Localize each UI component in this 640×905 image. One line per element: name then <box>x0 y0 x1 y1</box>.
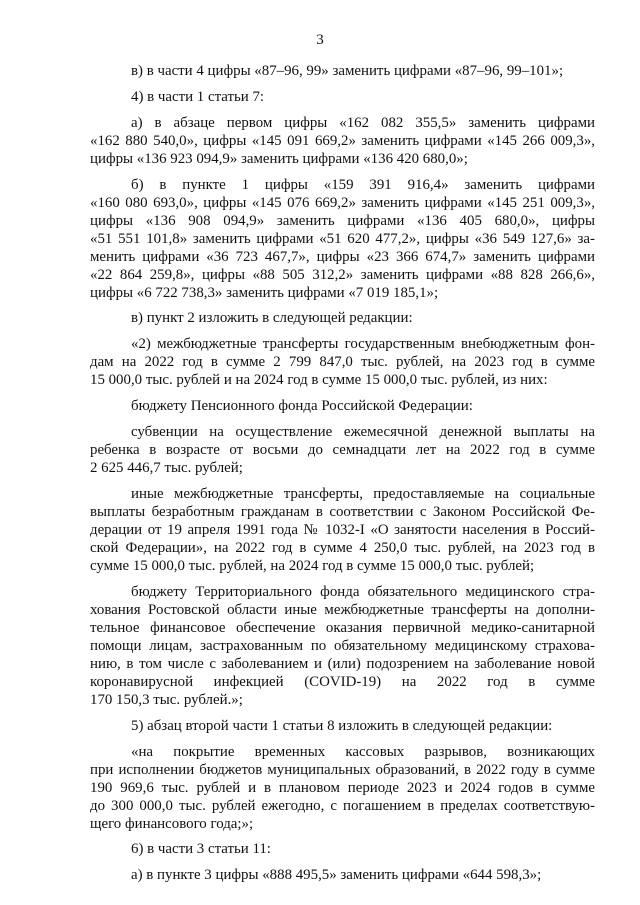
text-line: тельное финансовое обеспечение оказания первичной медико-санитарной <box>90 620 595 636</box>
text-line: дерации от 19 апреля 1991 года № 1032-I «О занятости населения в Россий- <box>90 522 595 538</box>
text-line: цифры «136 923 094,9» заменить цифрами «136 420 680,0»; <box>90 151 468 167</box>
text-line: «2) межбюджетные трансферты государственным внебюджетным фон- <box>131 336 595 352</box>
text-line: помощи лицам, застрахованным по обязательному медицинскому страхова- <box>90 638 595 654</box>
text-line: «22 864 259,8», цифры «88 505 312,2» заменить цифрами «88 828 266,6», <box>90 267 595 283</box>
text-line: 6) в части 3 статьи 11: <box>131 841 271 857</box>
text-line: ской Федерации», на 2022 год в сумме 4 250,0 тыс. рублей, на 2023 год в <box>90 540 595 556</box>
text-line: «на покрытие временных кассовых разрывов, возникающих <box>131 744 595 760</box>
text-line: в) в части 4 цифры «87–96, 99» заменить цифрами «87–96, 99–101»; <box>131 63 564 79</box>
text-line: «162 880 540,0», цифры «145 091 669,2» заменить цифрами «145 266 009,3», <box>90 133 595 149</box>
text-line: нию, в том числе с заболеванием и (или) подозрением на заболевание новой <box>90 656 595 672</box>
text-line: а) в пункте 3 цифры «888 495,5» заменить цифрами «644 598,3»; <box>131 867 542 883</box>
text-line: выплаты безработным гражданам в соответствии с Законом Российской Фе- <box>90 504 595 520</box>
text-line: в) пункт 2 изложить в следующей редакции: <box>131 310 413 326</box>
text-line: дам на 2022 год в сумме 2 799 847,0 тыс. рублей, на 2023 год в сумме <box>90 354 595 370</box>
text-line: 2 625 446,7 тыс. рублей; <box>90 460 243 476</box>
page-number: 3 <box>316 32 324 48</box>
text-line: «160 080 693,0», цифры «145 076 669,2» заменить цифрами «145 251 009,3», <box>90 195 595 211</box>
text-line: 4) в части 1 статьи 7: <box>131 89 265 105</box>
text-line: коронавирусной инфекцией (COVID-19) на 2022 год в сумме <box>90 674 595 690</box>
text-line: цифры «136 908 094,9» заменить цифрами «136 405 680,0», цифры <box>90 213 595 229</box>
text-line: иные межбюджетные трансферты, предоставляемые на социальные <box>131 486 595 502</box>
text-line: бюджету Пенсионного фонда Российской Федерации: <box>131 398 473 414</box>
text-line: до 300 000,0 тыс. рублей ежегодно, с погашением в пределах соответствую- <box>90 798 595 814</box>
text-line: сумме 15 000,0 тыс. рублей, на 2024 год в сумме 15 000,0 тыс. рублей; <box>90 558 535 574</box>
text-line: б) в пункте 1 цифры «159 391 916,4» заменить цифрами <box>131 177 595 193</box>
text-line: «51 551 101,8» заменить цифрами «51 620 477,2», цифры «36 549 127,6» за- <box>90 231 595 247</box>
text-line: субвенции на осуществление ежемесячной денежной выплаты на <box>131 424 595 440</box>
text-line: бюджету Территориального фонда обязательного медицинского стра- <box>131 584 595 600</box>
text-line: 15 000,0 тыс. рублей и на 2024 год в сумме 15 000,0 тыс. рублей, из них: <box>90 372 548 388</box>
text-line: 170 150,3 тыс. рублей.»; <box>90 692 243 708</box>
text-line: ребенка в возрасте от восьми до семнадцати лет на 2022 год в сумме <box>90 442 595 458</box>
text-line: хования Ростовской области иные межбюджетные трансферты на дополни- <box>90 602 595 618</box>
text-line: щего финансового года;»; <box>90 816 254 832</box>
text-line: 5) абзац второй части 1 статьи 8 изложить в следующей редакции: <box>131 718 553 734</box>
text-line: 190 969,6 тыс. рублей и в плановом периоде 2023 и 2024 годов в сумме <box>90 780 595 796</box>
text-line: а) в абзаце первом цифры «162 082 355,5» заменить цифрами <box>131 115 595 131</box>
text-line: менить цифрами «36 723 467,7», цифры «23 366 674,7» заменить цифрами <box>90 249 595 265</box>
text-line: при исполнении бюджетов муниципальных образований, в 2022 году в сумме <box>90 762 595 778</box>
text-line: цифры «6 722 738,3» заменить цифрами «7 019 185,1»; <box>90 285 439 301</box>
